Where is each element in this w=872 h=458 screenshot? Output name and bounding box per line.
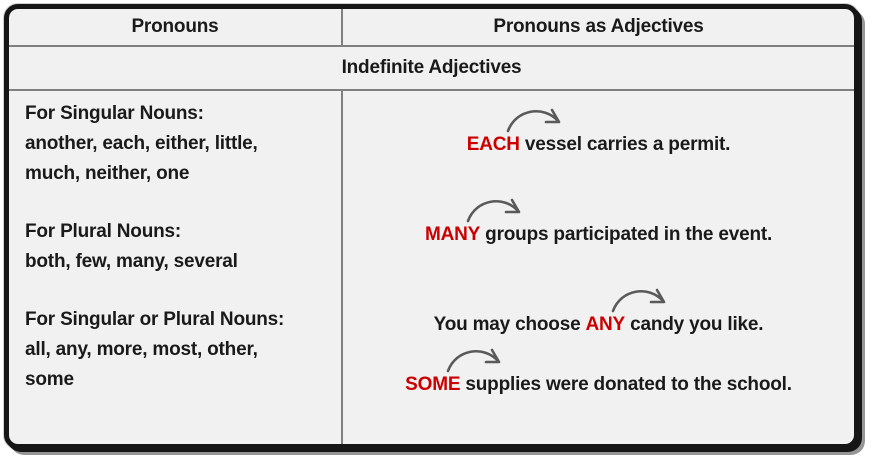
keyword-text: ANY [585, 314, 626, 335]
example-sentence-many [343, 222, 854, 248]
header-pronouns-as-adjectives: Pronouns as Adjectives [493, 16, 704, 37]
keyword-text: SOME [405, 374, 461, 395]
keyword-text: MANY [424, 224, 481, 245]
curved-arrow-icon [444, 345, 508, 373]
singular-nouns-group [25, 99, 333, 189]
group-title: For Singular Nouns: [25, 103, 204, 124]
group-line: all, any, more, most, other, [25, 339, 258, 360]
header-pronouns: Pronouns [9, 9, 343, 45]
keyword-many [425, 222, 480, 248]
sentence-post: candy you like. [625, 314, 764, 335]
sentence-post: vessel carries a permit. [519, 134, 731, 155]
group-line: both, few, many, several [25, 251, 238, 272]
plural-nouns-group [25, 217, 333, 277]
curved-arrow-icon [504, 105, 568, 133]
curved-arrow-icon [609, 285, 673, 313]
keyword-text: EACH [466, 134, 520, 155]
table-body-row [9, 91, 854, 444]
group-title: For Plural Nouns: [25, 221, 181, 242]
group-line: some [25, 369, 74, 390]
pronoun-list-column [9, 91, 343, 444]
sentence-post: supplies were donated to the school. [460, 374, 792, 395]
keyword-some [405, 372, 460, 398]
pronouns-table [4, 4, 859, 449]
curved-arrow-icon [464, 195, 528, 223]
example-sentence-some [343, 372, 854, 398]
singular-or-plural-nouns-group [25, 305, 333, 395]
sentence-post: groups participated in the event. [480, 224, 773, 245]
sentence-pre: You may choose [433, 314, 586, 335]
group-title: For Singular or Plural Nouns: [25, 309, 285, 330]
subtitle-indefinite-adjectives: Indefinite Adjectives [9, 47, 854, 91]
group-line: much, neither, one [25, 163, 190, 184]
keyword-any [586, 312, 626, 338]
table-header-row [9, 9, 854, 47]
example-sentence-each [343, 132, 854, 158]
keyword-each [467, 132, 520, 158]
group-line: another, each, either, little, [25, 133, 258, 154]
example-sentence-any [343, 312, 854, 338]
examples-column [343, 91, 854, 444]
